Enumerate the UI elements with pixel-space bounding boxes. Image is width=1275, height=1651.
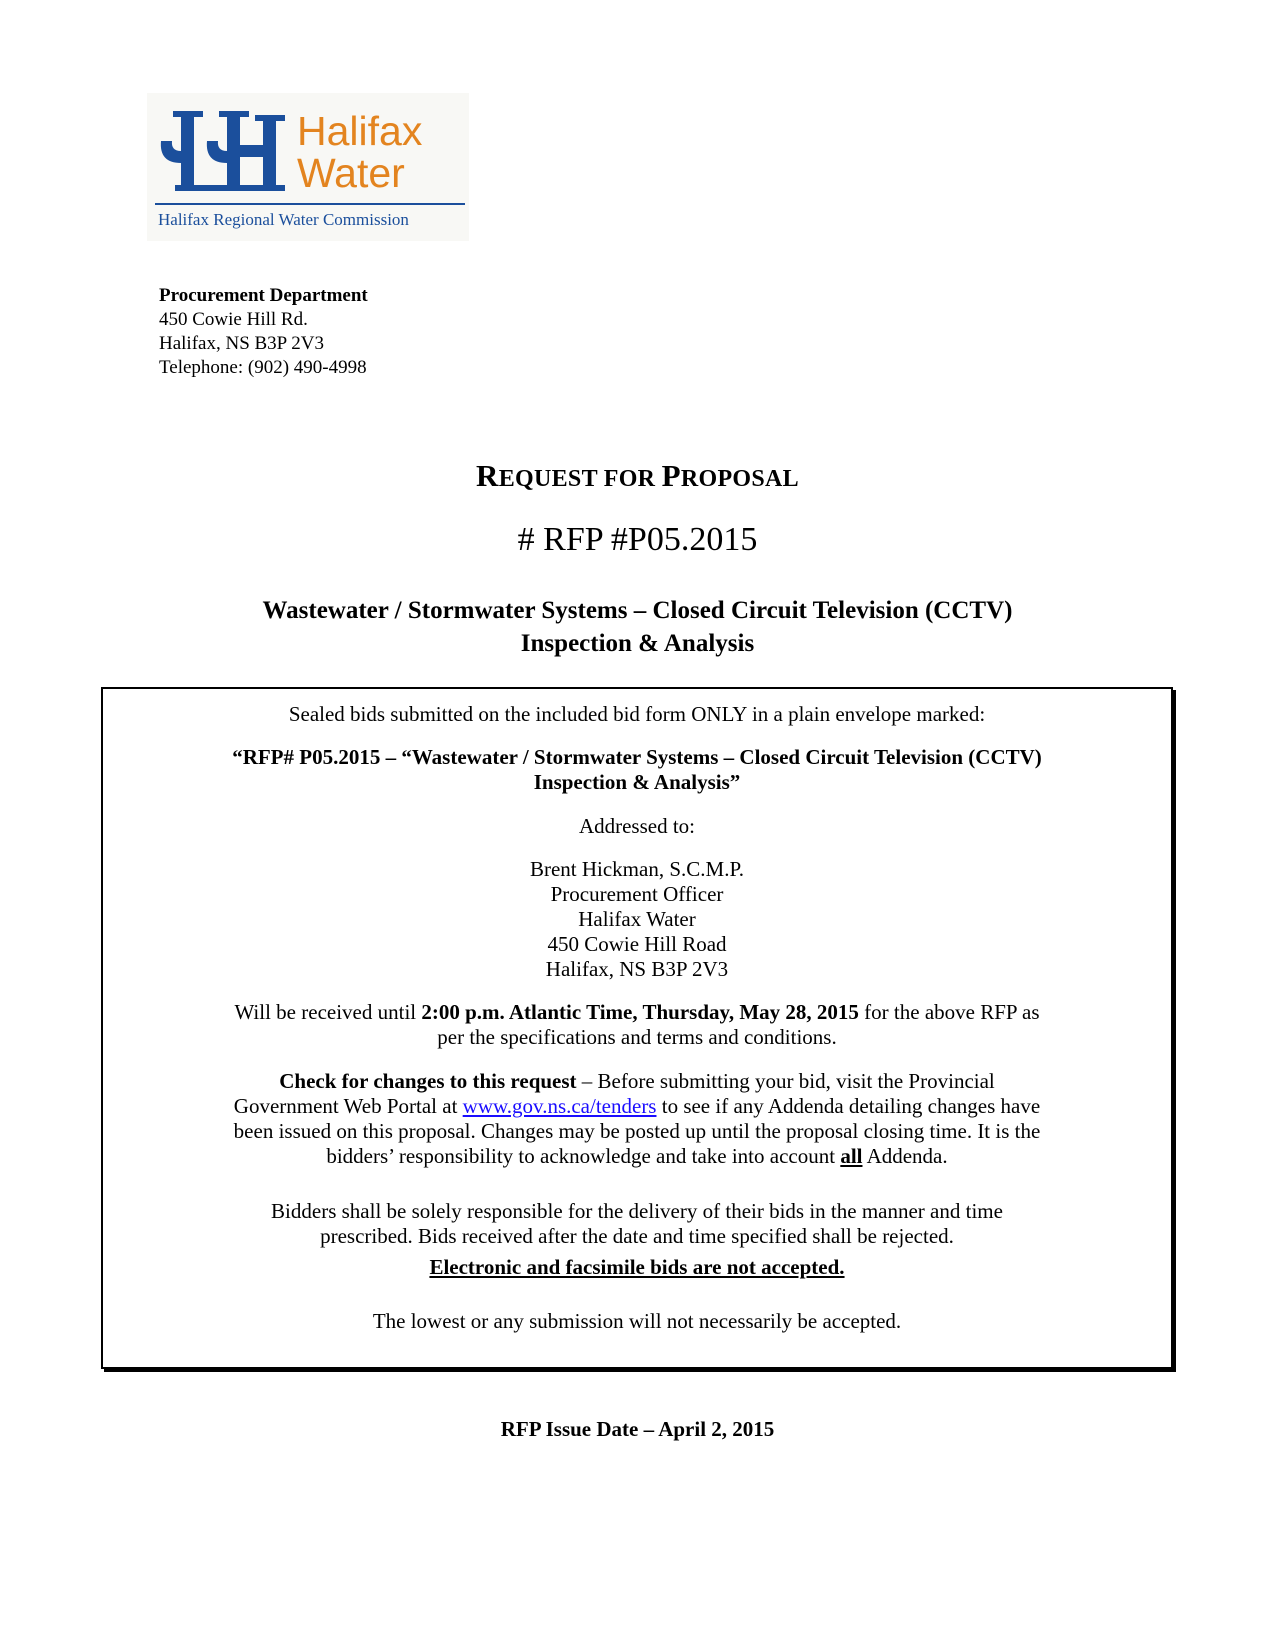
- responsibility-line1: Bidders shall be solely responsible for the delivery of their bids in the manner and time: [271, 1199, 1003, 1223]
- recipient-name: Brent Hickman, S.C.M.P.: [529, 857, 745, 881]
- responsibility-line2: prescribed. Bids received after the date and time specified shall be rejected.: [320, 1224, 954, 1248]
- department-address-line1: 450 Cowie Hill Rd.: [159, 309, 308, 330]
- check-changes-all-emphasis: all: [840, 1144, 863, 1168]
- tenders-portal-link[interactable]: www.gov.ns.ca/tenders: [462, 1094, 657, 1118]
- logo-caption: Halifax Regional Water Commission: [158, 210, 409, 229]
- envelope-marking-line1: “RFP# P05.2015 – “Wastewater / Stormwater Systems – Closed Circuit Television (CCTV): [232, 745, 1042, 769]
- rfp-subject: [0, 594, 1275, 660]
- check-changes-heading: Check for changes to this request: [279, 1069, 577, 1093]
- submission-instructions-box: [101, 687, 1173, 1369]
- halifax-water-logo: [147, 93, 469, 241]
- check-changes-line3: been issued on this proposal. Changes may be posted up until the proposal closing time. It is the: [233, 1119, 1041, 1143]
- rfp-subject-line1: Wastewater / Stormwater Systems – Closed Circuit Television (CCTV): [262, 597, 1013, 624]
- check-changes-line4: [103, 1143, 1171, 1169]
- logo-word-halifax: Halifax: [297, 108, 423, 154]
- rfp-number: # RFP #P05.2015: [517, 521, 758, 558]
- closing-time-deadline: 2:00 p.m. Atlantic Time, Thursday, May 28, 2015: [421, 1000, 859, 1024]
- logo-divider: [155, 203, 465, 205]
- check-changes-line2: [103, 1093, 1171, 1119]
- department-name: Procurement Department: [159, 285, 368, 306]
- closing-time-line2: per the specifications and terms and conditions.: [437, 1025, 837, 1049]
- check-changes-text1: – Before submitting your bid, visit the Provincial: [576, 1069, 995, 1093]
- closing-time-suffix: for the above RFP as: [858, 1000, 1040, 1024]
- recipient-title: Procurement Officer: [550, 882, 724, 906]
- recipient-city: Halifax, NS B3P 2V3: [545, 957, 729, 981]
- check-changes-text2b: to see if any Addenda detailing changes have: [656, 1094, 1041, 1118]
- sealed-bids-text: Sealed bids submitted on the included bid form ONLY in a plain envelope marked:: [288, 702, 986, 726]
- recipient-organization: Halifax Water: [578, 907, 696, 931]
- rfp-subject-line2: Inspection & Analysis: [520, 630, 755, 657]
- document-title: [0, 458, 1275, 494]
- electronic-bids-notice: Electronic and facsimile bids are not accepted.: [429, 1255, 845, 1279]
- rfp-issue-date: RFP Issue Date – April 2, 2015: [500, 1417, 775, 1441]
- check-changes-text4a: bidders’ responsibility to acknowledge and take into account: [326, 1144, 841, 1168]
- title-smallcaps-equest-for: EQUEST FOR: [498, 466, 662, 492]
- closing-time-line1: [103, 999, 1171, 1025]
- department-address-line2: Halifax, NS B3P 2V3: [159, 333, 325, 354]
- department-address: [159, 284, 368, 380]
- addressed-to-label: Addressed to:: [578, 814, 696, 838]
- check-changes-text2a: Government Web Portal at: [233, 1094, 463, 1118]
- title-initial-r: R: [476, 458, 499, 493]
- logo-word-water: Water: [297, 150, 405, 196]
- check-changes-line1: [103, 1068, 1171, 1094]
- envelope-marking-line2: Inspection & Analysis”: [533, 770, 741, 794]
- closing-time-prefix: Will be received until: [234, 1000, 422, 1024]
- recipient-street: 450 Cowie Hill Road: [547, 932, 727, 956]
- check-changes-text4b: Addenda.: [862, 1144, 948, 1168]
- lowest-submission-notice: The lowest or any submission will not necessarily be accepted.: [372, 1309, 902, 1333]
- halifax-water-mark-icon: [155, 101, 295, 201]
- department-phone: Telephone: (902) 490-4998: [159, 357, 367, 378]
- title-smallcaps-roposal: ROPOSAL: [680, 466, 799, 492]
- title-initial-p: P: [661, 458, 681, 493]
